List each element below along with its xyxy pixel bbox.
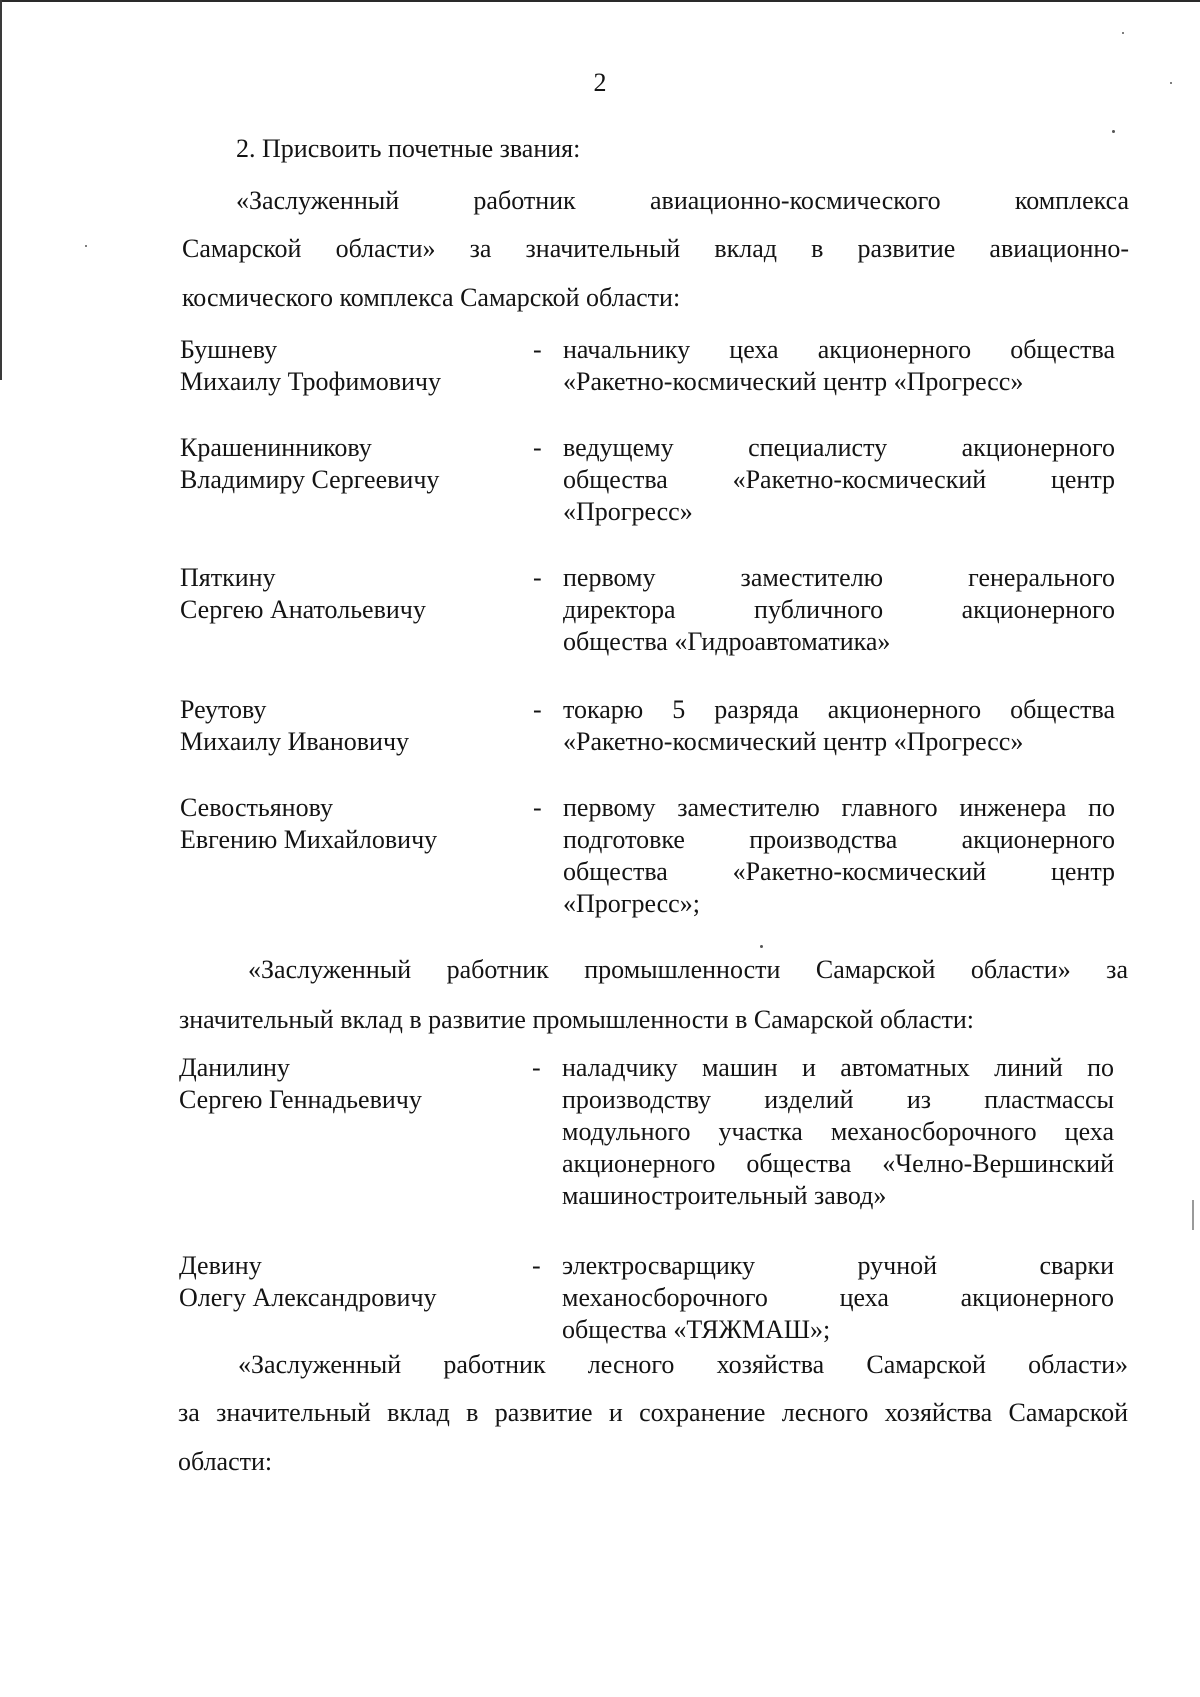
intro-line: космического комплекса Самарской области:: [182, 283, 681, 312]
position-line: токарю 5 разряда акционерного общества: [563, 695, 1115, 724]
intro-line: Самарской области» за значительный вклад в развитие авиационно-: [182, 234, 1129, 263]
recipient-position: [563, 562, 1115, 658]
recipient-name: Девину Олегу Александровичу: [179, 1251, 437, 1312]
position-line: производству изделий из пластмассы: [562, 1085, 1114, 1114]
recipient-name: Пяткину Сергею Анатольевичу: [180, 563, 426, 624]
position-line: общества «Гидроавтоматика»: [563, 627, 891, 656]
page-number: 2: [593, 68, 607, 97]
position-line: общества «Ракетно-космический центр: [563, 465, 1115, 494]
position-line: директора публичного акционерного: [563, 595, 1115, 624]
intro-line: значительный вклад в развитие промышленности в Самарской области:: [179, 1005, 974, 1034]
position-line: общества «ТЯЖМАШ»;: [562, 1315, 831, 1344]
recipient-name: Реутову Михаилу Ивановичу: [180, 695, 410, 756]
scan-speck: [1122, 32, 1124, 34]
position-line: «Прогресс»;: [563, 889, 700, 918]
entry-dash: -: [533, 335, 542, 364]
scan-edge-left: [0, 0, 2, 380]
position-line: начальнику цеха акционерного общества: [563, 335, 1115, 364]
recipient-position: [563, 694, 1115, 758]
entry-dash: -: [532, 1251, 541, 1280]
scan-speck: [760, 945, 763, 948]
scan-speck: [1112, 130, 1115, 133]
position-line: модульного участка механосборочного цеха: [562, 1117, 1114, 1146]
recipient-position: [562, 1250, 1114, 1346]
recipient-name: Севостьянову Евгению Михайловичу: [180, 793, 438, 854]
position-line: первому заместителю генерального: [563, 563, 1115, 592]
position-line: общества «Ракетно-космический центр: [563, 857, 1115, 886]
scan-speck: [1192, 1200, 1194, 1230]
recipient-position: [563, 792, 1115, 920]
intro-line: «Заслуженный работник авиационно-космического комплекса: [236, 186, 1129, 215]
scan-speck: [1170, 82, 1172, 84]
recipient-name: Бушневу Михаилу Трофимовичу: [180, 335, 441, 396]
recipient-position: [563, 334, 1115, 398]
position-line: подготовке производства акционерного: [563, 825, 1115, 854]
scan-speck: [85, 245, 87, 247]
entry-dash: -: [533, 695, 542, 724]
scan-edge-top: [0, 0, 1200, 2]
position-line: первому заместителю главного инженера по: [563, 793, 1115, 822]
entry-dash: -: [532, 1053, 541, 1082]
recipient-position: [562, 1052, 1114, 1212]
intro-line: «Заслуженный работник лесного хозяйства Самарской области»: [238, 1350, 1128, 1379]
entry-dash: -: [533, 563, 542, 592]
intro-line: «Заслуженный работник промышленности Самарской области» за: [248, 955, 1128, 984]
recipient-name: Крашенинникову Владимиру Сергеевичу: [180, 433, 440, 494]
entry-dash: -: [533, 433, 542, 462]
position-line: механосборочного цеха акционерного: [562, 1283, 1114, 1312]
intro-line: области:: [178, 1447, 273, 1476]
position-line: «Ракетно-космический центр «Прогресс»: [563, 727, 1024, 756]
recipient-name: Данилину Сергею Геннадьевичу: [179, 1053, 422, 1114]
position-line: машиностроительный завод»: [562, 1181, 887, 1210]
intro-line: за значительный вклад в развитие и сохранение лесного хозяйства Самарской: [178, 1398, 1128, 1427]
position-line: электросварщику ручной сварки: [562, 1251, 1114, 1280]
position-line: акционерного общества «Челно-Вершинский: [562, 1149, 1114, 1178]
position-line: ведущему специалисту акционерного: [563, 433, 1115, 462]
position-line: «Ракетно-космический центр «Прогресс»: [563, 367, 1024, 396]
position-line: «Прогресс»: [563, 497, 693, 526]
position-line: наладчику машин и автоматных линий по: [562, 1053, 1114, 1082]
recipient-position: [563, 432, 1115, 528]
entry-dash: -: [533, 793, 542, 822]
section-heading: 2. Присвоить почетные звания:: [236, 134, 581, 163]
